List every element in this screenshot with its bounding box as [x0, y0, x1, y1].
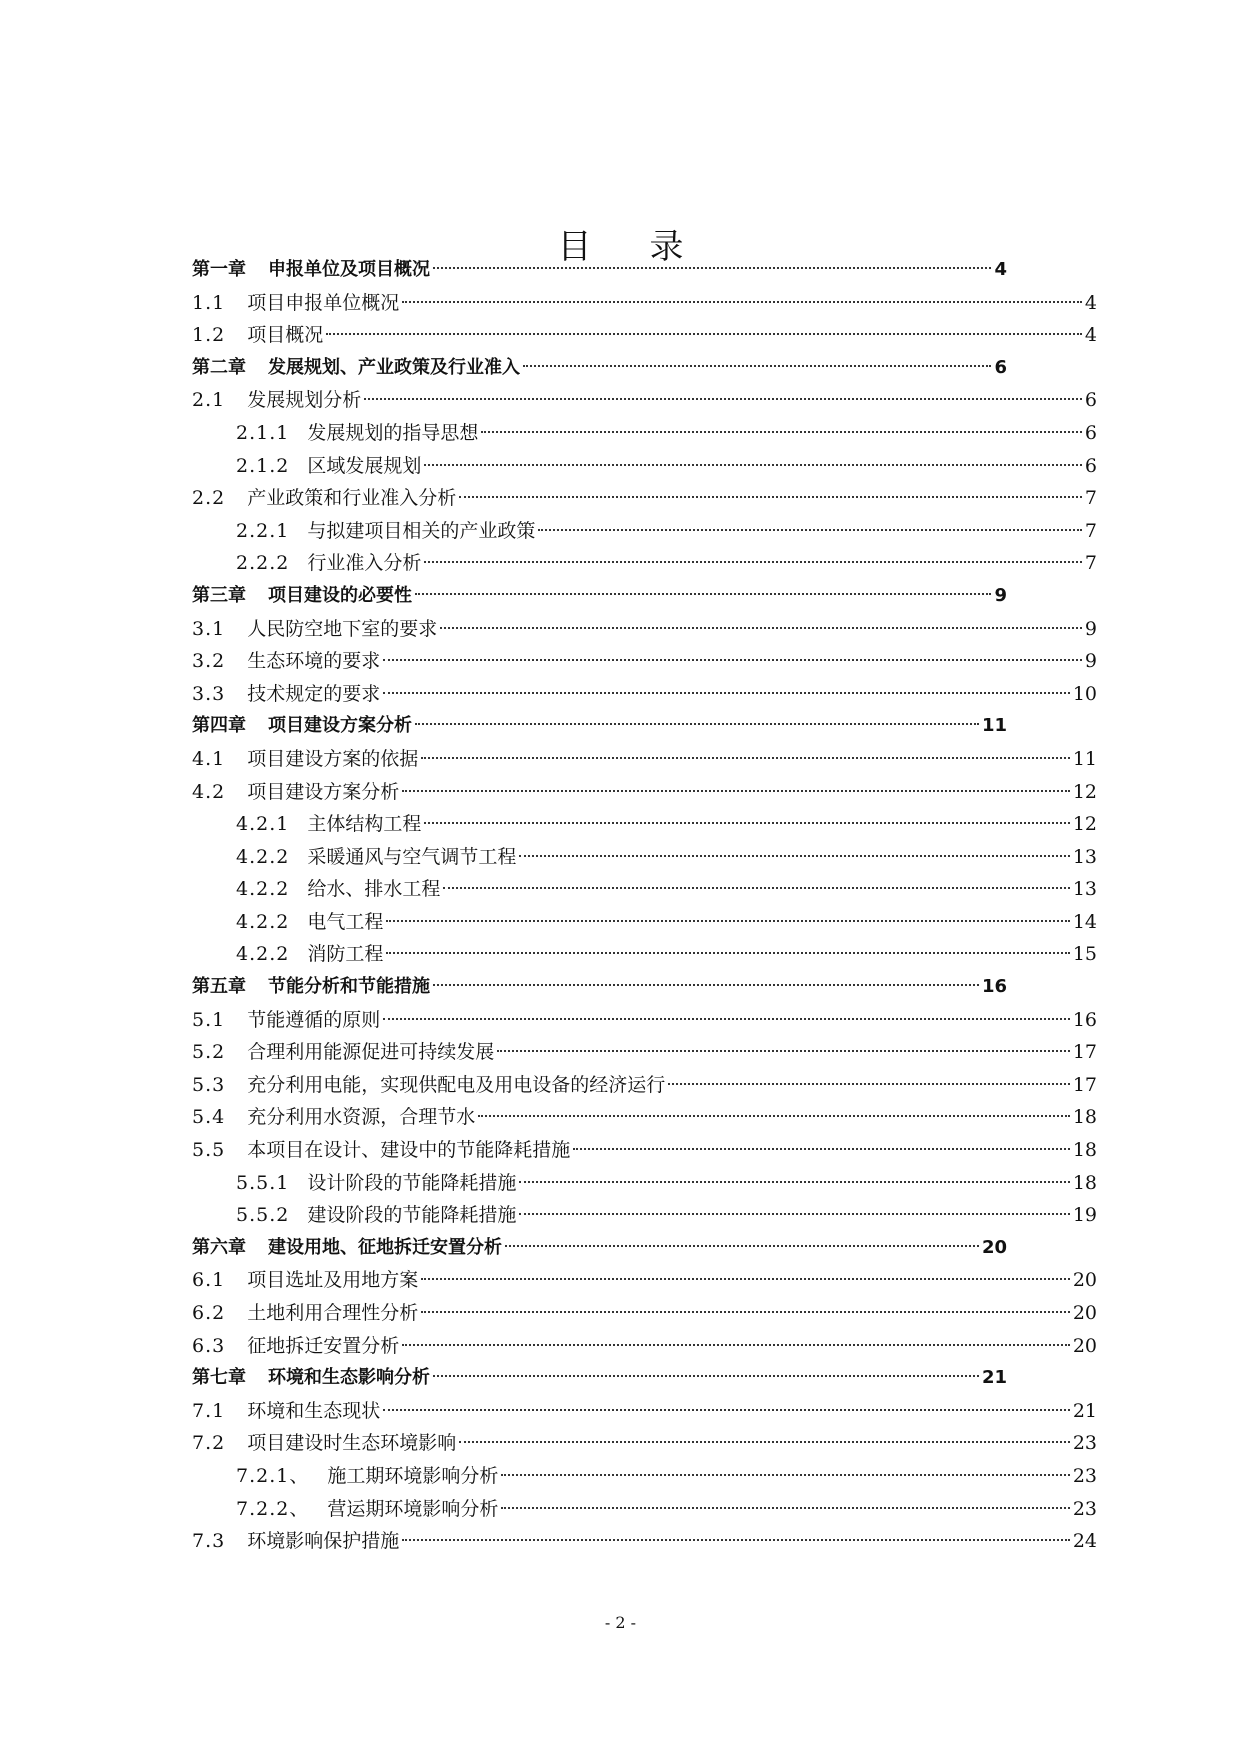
toc-entry-page: 13 [1072, 878, 1097, 901]
toc-subsection-entry[interactable] [192, 1199, 1097, 1232]
toc-entry-label: 项目建设时生态环境影响 [247, 1432, 457, 1455]
toc-dot-leader [668, 1083, 1070, 1085]
toc-entry-number: 4.2.2 [236, 943, 290, 966]
toc-dot-leader [402, 301, 1082, 303]
toc-entry-label: 充分利用电能，实现供配电及用电设备的经济运行 [247, 1073, 666, 1096]
toc-entry-label: 土地利用合理性分析 [247, 1302, 419, 1324]
toc-entry-label: 与拟建项目相关的产业政策 [307, 519, 536, 542]
toc-entry-label: 营运期环境影响分析 [327, 1497, 499, 1520]
toc-entry-number: 第一章 [192, 259, 246, 280]
toc-subsection-entry[interactable] [192, 938, 1097, 971]
toc-subsection-entry[interactable] [192, 873, 1097, 906]
toc-entry-label: 主体结构工程 [307, 813, 422, 836]
toc-dot-leader [386, 952, 1069, 954]
toc-entry-page: 18 [1072, 1171, 1097, 1194]
toc-entry-number: 2.2.1 [236, 519, 290, 542]
toc-entry-label: 技术规定的要求 [247, 682, 381, 705]
toc-entry-label: 项目建设方案分析 [247, 780, 400, 803]
toc-dot-leader [519, 1213, 1069, 1215]
toc-entry-number: 5.5.2 [236, 1204, 290, 1227]
toc-entry-label: 产业政策和行业准入分析 [247, 487, 457, 510]
toc-dot-leader [364, 398, 1082, 400]
toc-dot-leader [538, 529, 1082, 531]
toc-entry-number: 7.1 [192, 1399, 226, 1422]
toc-chapter-entry[interactable] [192, 580, 1007, 613]
toc-dot-leader [326, 333, 1082, 335]
toc-section-entry[interactable] [192, 482, 1097, 515]
toc-subsection-entry[interactable] [192, 841, 1097, 874]
toc-dot-leader [459, 1441, 1070, 1443]
toc-entry-label: 本项目在设计、建设中的节能降耗措施 [247, 1139, 571, 1162]
toc-entry-number: 7.3 [192, 1530, 226, 1553]
toc-entry-page: 16 [981, 976, 1007, 998]
toc-entry-label: 项目建设的必要性 [268, 584, 412, 606]
toc-entry-number: 7.2.1、 [236, 1464, 310, 1487]
page-number: - 2 - [604, 1613, 637, 1632]
toc-dot-leader [424, 561, 1082, 563]
toc-entry-number: 4.2.2 [236, 878, 290, 901]
toc-entry-label: 充分利用水资源，合理节水 [247, 1106, 476, 1129]
toc-chapter-entry[interactable] [192, 710, 1007, 743]
toc-entry-label: 行业准入分析 [307, 552, 422, 575]
toc-dot-leader [573, 1148, 1070, 1150]
toc-entry-page: 4 [1084, 291, 1097, 314]
toc-entry-number: 4.2.1 [236, 813, 290, 836]
toc-entry-page: 7 [1084, 519, 1097, 542]
toc-section-entry[interactable] [192, 1264, 1097, 1297]
toc-entry-page: 23 [1072, 1432, 1097, 1455]
toc-dot-leader [497, 1050, 1070, 1052]
toc-entry-label: 节能遵循的原则 [247, 1008, 381, 1031]
toc-dot-leader [501, 1507, 1069, 1509]
toc-entry-label: 项目申报单位概况 [247, 291, 400, 314]
toc-section-entry[interactable] [192, 1525, 1097, 1558]
toc-section-entry[interactable] [192, 319, 1097, 352]
toc-entry-number: 5.4 [192, 1106, 226, 1129]
toc-entry-number: 4.2.2 [236, 845, 290, 868]
toc-entry-number: 2.1.2 [236, 454, 290, 477]
toc-entry-label: 建设阶段的节能降耗措施 [307, 1204, 517, 1227]
toc-entry-label: 项目建设方案分析 [268, 715, 412, 737]
toc-entry-number: 3.2 [192, 650, 226, 673]
toc-entry-page: 23 [1072, 1497, 1097, 1520]
toc-entry-page: 18 [1072, 1106, 1097, 1129]
toc-dot-leader [402, 790, 1070, 792]
toc-section-entry[interactable] [192, 1004, 1097, 1037]
toc-entry-number: 5.5 [192, 1139, 226, 1162]
toc-entry-number: 6.1 [192, 1269, 226, 1292]
toc-section-entry[interactable] [192, 1069, 1097, 1102]
toc-dot-leader [421, 757, 1070, 759]
toc-entry-label: 项目选址及用地方案 [247, 1269, 419, 1292]
toc-dot-leader [519, 1181, 1069, 1183]
toc-entry-number: 第七章 [192, 1367, 246, 1389]
toc-entry-number: 6.2 [192, 1302, 226, 1324]
toc-entry-label: 节能分析和节能措施 [268, 976, 430, 998]
toc-entry-label: 项目建设方案的依据 [247, 747, 419, 770]
toc-entry-page: 21 [981, 1367, 1007, 1389]
toc-entry-label: 环境和生态影响分析 [268, 1367, 430, 1389]
toc-entry-label: 区域发展规划 [307, 454, 422, 477]
toc-dot-leader [424, 464, 1082, 466]
toc-entry-label: 采暖通风与空气调节工程 [307, 845, 517, 868]
toc-entry-page: 10 [1072, 682, 1097, 705]
toc-title-part2: 录 [649, 226, 684, 267]
toc-dot-leader [402, 1344, 1070, 1346]
toc-entry-label: 发展规划的指导思想 [307, 421, 479, 444]
toc-entry-label: 给水、排水工程 [307, 878, 441, 901]
table-of-contents [192, 254, 1097, 1558]
toc-entry-page: 23 [1072, 1464, 1097, 1487]
toc-dot-leader [523, 365, 991, 367]
toc-entry-page: 20 [1072, 1269, 1097, 1292]
toc-entry-label: 合理利用能源促进可持续发展 [247, 1041, 495, 1064]
toc-entry-page: 6 [1084, 421, 1097, 444]
toc-entry-page: 4 [1084, 324, 1097, 347]
toc-entry-number: 第四章 [192, 715, 246, 737]
toc-chapter-entry[interactable] [192, 1232, 1007, 1265]
toc-section-entry[interactable] [192, 1330, 1097, 1363]
toc-subsection-entry[interactable] [192, 450, 1097, 483]
toc-entry-page: 7 [1084, 552, 1097, 575]
toc-chapter-entry[interactable] [192, 971, 1007, 1004]
toc-entry-page: 17 [1072, 1041, 1097, 1064]
toc-entry-label: 征地拆迁安置分析 [247, 1334, 400, 1357]
toc-entry-page: 16 [1072, 1008, 1097, 1031]
toc-entry-page: 6 [1084, 389, 1097, 412]
toc-entry-number: 4.1 [192, 747, 226, 770]
toc-entry-page: 24 [1072, 1530, 1097, 1553]
toc-entry-number: 5.2 [192, 1041, 226, 1064]
toc-entry-page: 9 [1084, 617, 1097, 640]
toc-entry-label: 建设用地、征地拆迁安置分析 [268, 1236, 502, 1258]
toc-chapter-entry[interactable] [192, 254, 1007, 287]
toc-section-entry[interactable] [192, 287, 1097, 320]
toc-entry-number: 1.1 [192, 291, 226, 314]
toc-dot-leader [433, 984, 979, 986]
toc-entry-page: 19 [1072, 1204, 1097, 1227]
toc-chapter-entry[interactable] [192, 1362, 1007, 1395]
toc-dot-leader [433, 267, 991, 269]
toc-dot-leader [443, 887, 1069, 889]
toc-dot-leader [383, 1409, 1070, 1411]
toc-entry-number: 1.2 [192, 324, 226, 347]
toc-dot-leader [383, 1018, 1070, 1020]
toc-entry-number: 第五章 [192, 976, 246, 998]
toc-entry-number: 5.3 [192, 1073, 226, 1096]
toc-entry-page: 7 [1084, 487, 1097, 510]
toc-subsection-entry[interactable] [192, 1460, 1097, 1493]
toc-entry-number: 第二章 [192, 356, 246, 378]
toc-entry-label: 施工期环境影响分析 [327, 1464, 499, 1487]
toc-entry-page: 21 [1072, 1399, 1097, 1422]
toc-subsection-entry[interactable] [192, 515, 1097, 548]
toc-dot-leader [440, 627, 1082, 629]
toc-entry-number: 2.1 [192, 389, 226, 412]
toc-subsection-entry[interactable] [192, 906, 1097, 939]
toc-dot-leader [501, 1474, 1069, 1476]
toc-dot-leader [402, 1539, 1070, 1541]
toc-dot-leader [478, 1115, 1070, 1117]
toc-chapter-entry[interactable] [192, 352, 1007, 385]
toc-section-entry[interactable] [192, 1427, 1097, 1460]
toc-entry-page: 20 [981, 1236, 1007, 1258]
toc-subsection-entry[interactable] [192, 1493, 1097, 1526]
toc-subsection-entry[interactable] [192, 1167, 1097, 1200]
toc-entry-label: 申报单位及项目概况 [268, 259, 430, 280]
toc-entry-number: 6.3 [192, 1334, 226, 1357]
toc-dot-leader [421, 1278, 1070, 1280]
toc-dot-leader [383, 659, 1082, 661]
toc-subsection-entry[interactable] [192, 547, 1097, 580]
toc-entry-number: 第三章 [192, 584, 246, 606]
toc-dot-leader [386, 920, 1069, 922]
toc-entry-page: 9 [1084, 650, 1097, 673]
toc-entry-number: 2.1.1 [236, 421, 290, 444]
toc-entry-label: 发展规划分析 [247, 389, 362, 412]
toc-entry-label: 环境和生态现状 [247, 1399, 381, 1422]
toc-entry-number: 4.2.2 [236, 910, 290, 933]
toc-entry-page: 18 [1072, 1139, 1097, 1162]
toc-entry-number: 3.3 [192, 682, 226, 705]
toc-entry-label: 设计阶段的节能降耗措施 [307, 1171, 517, 1194]
toc-dot-leader [505, 1245, 979, 1247]
toc-section-entry[interactable] [192, 743, 1097, 776]
toc-entry-number: 7.2.2、 [236, 1497, 310, 1520]
toc-entry-page: 12 [1072, 813, 1097, 836]
toc-entry-number: 第六章 [192, 1236, 246, 1258]
toc-section-entry[interactable] [192, 678, 1097, 711]
toc-subsection-entry[interactable] [192, 417, 1097, 450]
toc-entry-page: 4 [994, 259, 1007, 280]
toc-section-entry[interactable] [192, 645, 1097, 678]
toc-entry-page: 13 [1072, 845, 1097, 868]
toc-entry-page: 11 [981, 715, 1007, 737]
toc-entry-page: 17 [1072, 1073, 1097, 1096]
toc-entry-page: 9 [994, 584, 1007, 606]
toc-entry-page: 14 [1072, 910, 1097, 933]
toc-entry-label: 电气工程 [307, 910, 384, 933]
toc-section-entry[interactable] [192, 1101, 1097, 1134]
toc-entry-number: 4.2 [192, 780, 226, 803]
toc-entry-number: 5.1 [192, 1008, 226, 1031]
toc-section-entry[interactable] [192, 1297, 1097, 1330]
toc-entry-label: 发展规划、产业政策及行业准入 [268, 356, 520, 378]
toc-entry-label: 环境影响保护措施 [247, 1530, 400, 1553]
toc-section-entry[interactable] [192, 1395, 1097, 1428]
toc-entry-number: 5.5.1 [236, 1171, 290, 1194]
toc-section-entry[interactable] [192, 1036, 1097, 1069]
toc-entry-label: 项目概况 [247, 324, 324, 347]
toc-dot-leader [433, 1375, 979, 1377]
toc-dot-leader [424, 822, 1069, 824]
toc-entry-number: 2.2.2 [236, 552, 290, 575]
toc-section-entry[interactable] [192, 776, 1097, 809]
toc-entry-page: 12 [1072, 780, 1097, 803]
toc-section-entry[interactable] [192, 613, 1097, 646]
toc-entry-number: 2.2 [192, 487, 226, 510]
toc-entry-page: 20 [1072, 1334, 1097, 1357]
toc-entry-page: 6 [1084, 454, 1097, 477]
toc-subsection-entry[interactable] [192, 808, 1097, 841]
toc-title-part1: 目 [557, 226, 592, 267]
toc-entry-label: 消防工程 [307, 943, 384, 966]
toc-entry-number: 7.2 [192, 1432, 226, 1455]
toc-entry-label: 生态环境的要求 [247, 650, 381, 673]
toc-entry-number: 3.1 [192, 617, 226, 640]
toc-dot-leader [421, 1311, 1070, 1313]
toc-dot-leader [459, 496, 1082, 498]
toc-entry-page: 6 [994, 356, 1007, 378]
toc-dot-leader [383, 692, 1070, 694]
toc-entry-page: 11 [1072, 747, 1097, 770]
toc-dot-leader [519, 855, 1069, 857]
toc-entry-label: 人民防空地下室的要求 [247, 617, 438, 640]
toc-dot-leader [415, 593, 991, 595]
toc-dot-leader [415, 723, 979, 725]
toc-entry-page: 20 [1072, 1302, 1097, 1324]
toc-entry-page: 15 [1072, 943, 1097, 966]
toc-dot-leader [481, 431, 1082, 433]
toc-section-entry[interactable] [192, 384, 1097, 417]
toc-section-entry[interactable] [192, 1134, 1097, 1167]
